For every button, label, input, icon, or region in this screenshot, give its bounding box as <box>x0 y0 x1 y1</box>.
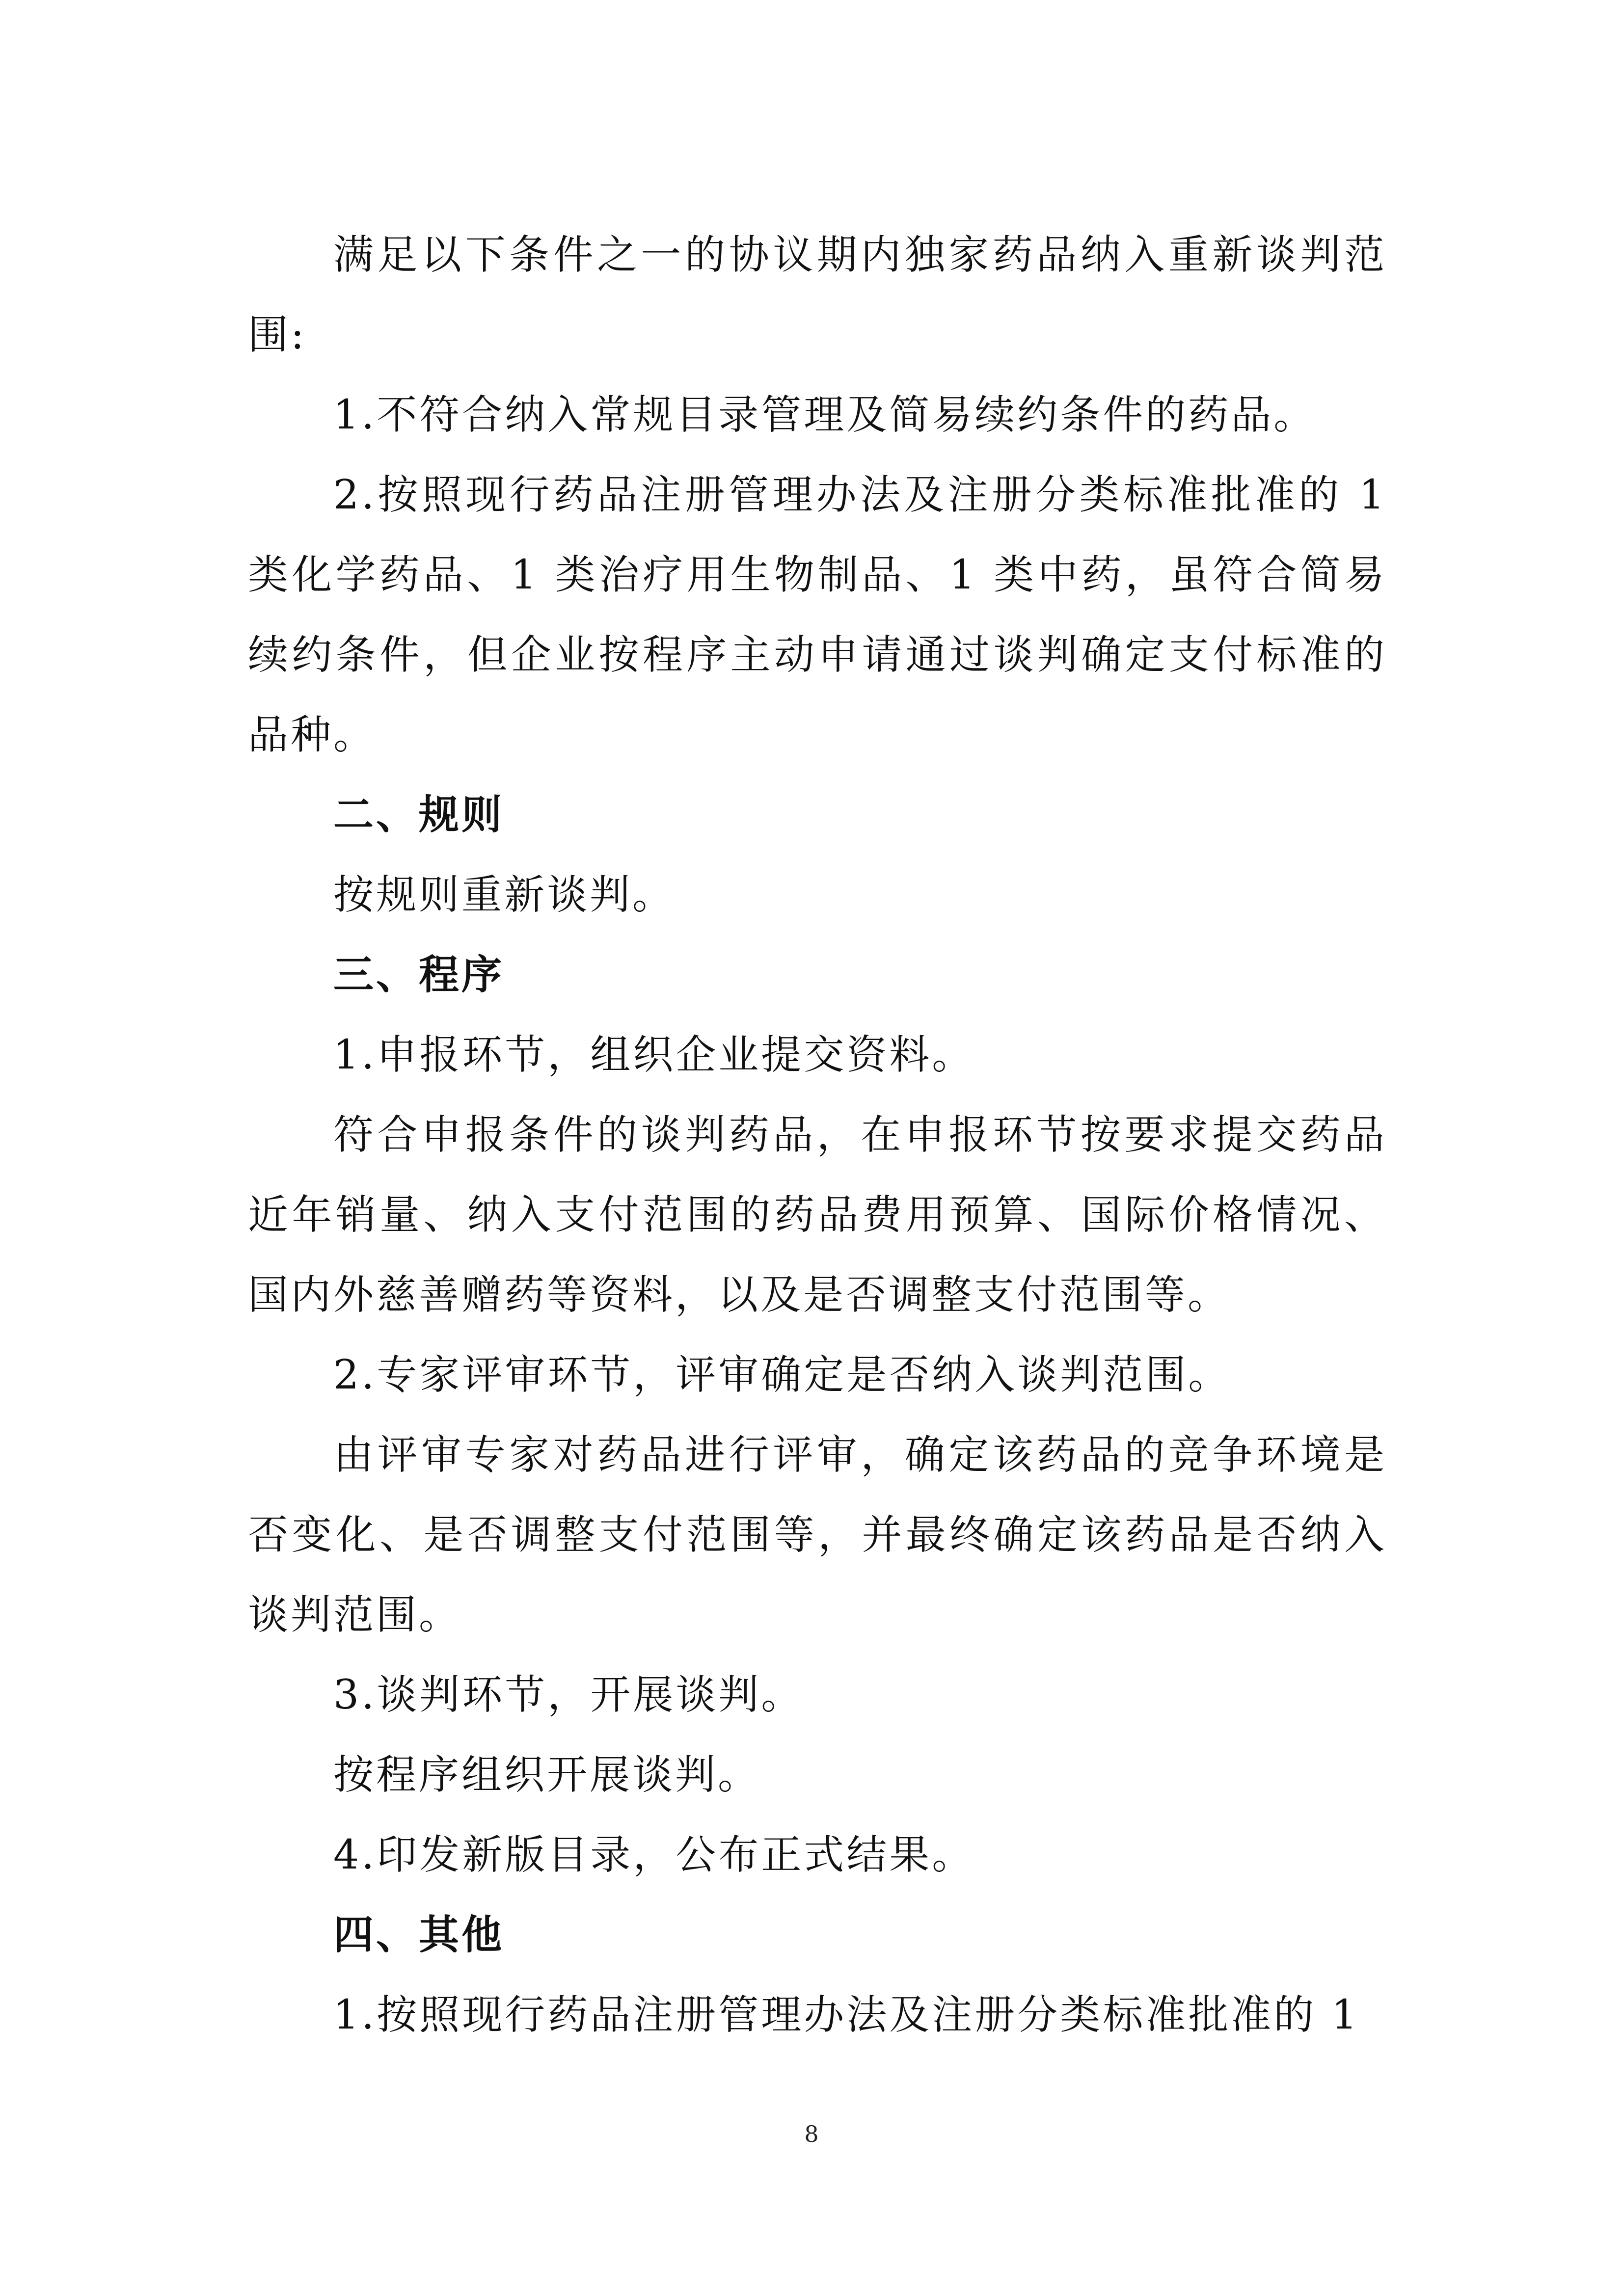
page-number: 8 <box>804 2121 819 2147</box>
paragraph-condition-2: 2.按照现行药品注册管理办法及注册分类标准批准的 1 类化学药品、1 类治疗用生物制品、1 类中药，虽符合简易续约条件，但企业按程序主动申请通过谈判确定支付标准的品种。 <box>248 472 1387 758</box>
paragraph-procedure-step-3: 3.谈判环节，开展谈判。 <box>333 1672 804 1718</box>
paragraph-procedure-step-2: 2.专家评审环节，评审确定是否纳入谈判范围。 <box>333 1352 1231 1398</box>
paragraph-procedure-step-1: 1.申报环节，组织企业提交资料。 <box>333 1032 975 1078</box>
paragraph-other-item-1: 1.按照现行药品注册管理办法及注册分类标准批准的 1 <box>333 1992 1360 2038</box>
paragraph-rules: 按规则重新谈判。 <box>333 872 676 918</box>
paragraph-procedure-step-3-detail: 按程序组织开展谈判。 <box>333 1752 761 1798</box>
section-heading-other: 四、其他 <box>333 1912 505 1958</box>
paragraph-procedure-step-2-detail: 由评审专家对药品进行评审，确定该药品的竞争环境是否变化、是否调整支付范围等，并最终确定该药品是否纳入谈判范围。 <box>248 1432 1387 1638</box>
document-body <box>248 215 1387 2055</box>
paragraph-scope-intro: 满足以下条件之一的协议期内独家药品纳入重新谈判范围: <box>248 232 1387 358</box>
paragraph-procedure-step-4: 4.印发新版目录，公布正式结果。 <box>333 1832 975 1878</box>
section-heading-procedure: 三、程序 <box>333 952 505 998</box>
section-heading-rules: 二、规则 <box>333 792 505 838</box>
paragraph-procedure-step-1-detail: 符合申报条件的谈判药品，在申报环节按要求提交药品近年销量、纳入支付范围的药品费用预算、国际价格情况、国内外慈善赠药等资料，以及是否调整支付范围等。 <box>248 1112 1387 1318</box>
paragraph-condition-1: 1.不符合纳入常规目录管理及简易续约条件的药品。 <box>333 392 1317 438</box>
